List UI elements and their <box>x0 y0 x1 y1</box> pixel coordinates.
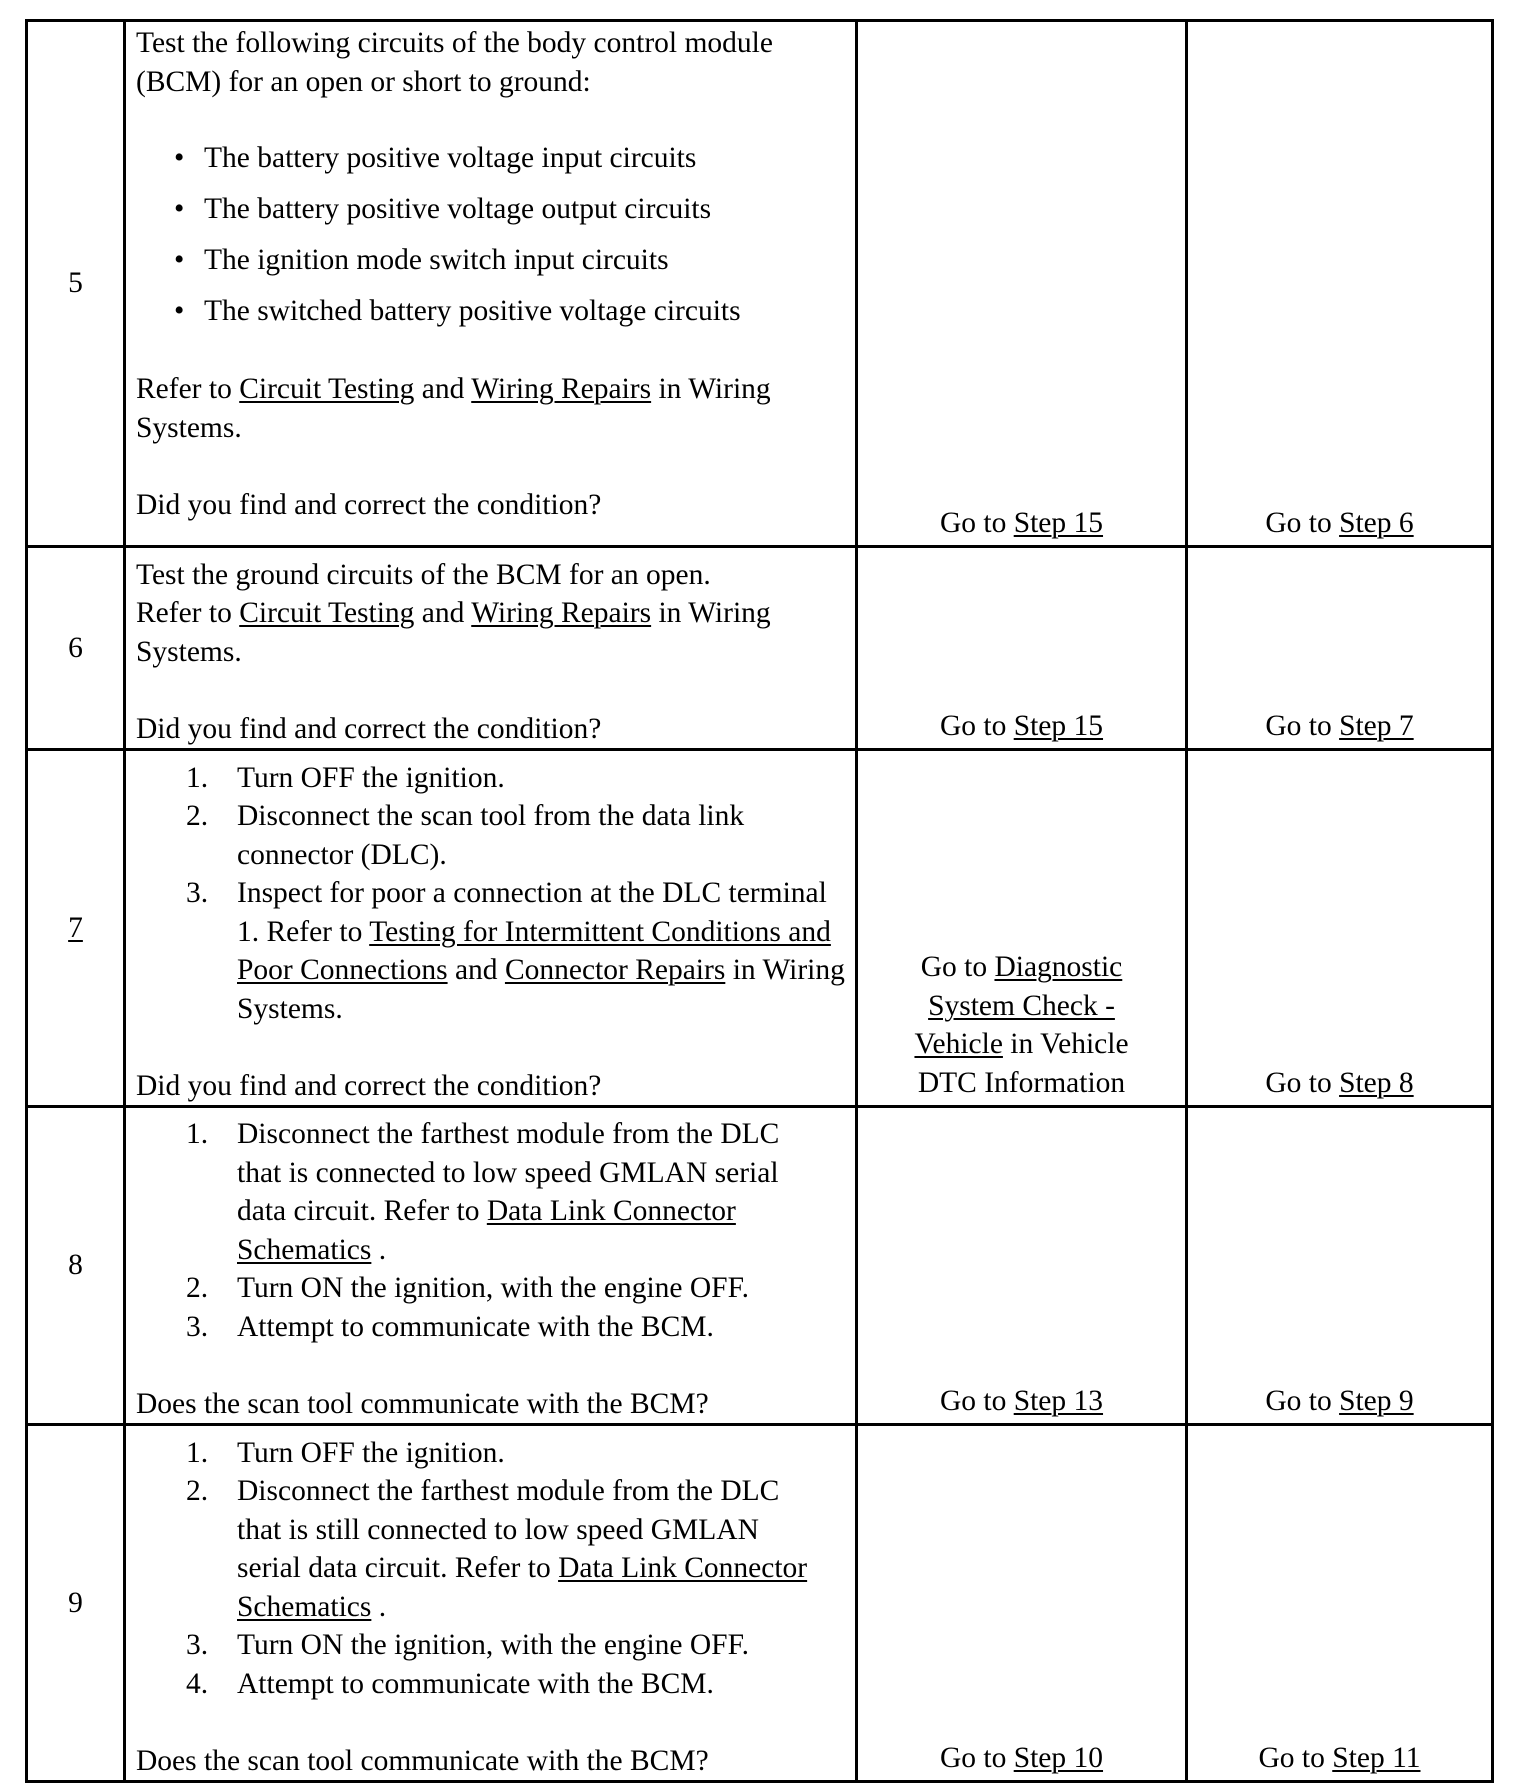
diagnostic-system-check-link[interactable]: Diagnostic System Check - Vehicle <box>914 951 1123 1060</box>
list-item: • The battery positive voltage input circuits <box>174 133 845 184</box>
step-number: 5 <box>27 21 125 547</box>
circuit-testing-link[interactable]: Circuit Testing <box>239 597 415 629</box>
table-row <box>27 1425 1493 1782</box>
list-item: 2. Turn ON the ignition, with the engine OFF. <box>186 1272 749 1304</box>
no-result: Go to Step 8 <box>1187 750 1493 1107</box>
yes-result: Go to Step 15 <box>857 21 1187 547</box>
step-number: 6 <box>27 547 125 750</box>
list-item: • The ignition mode switch input circuits <box>174 235 845 286</box>
step-link[interactable]: Step 11 <box>1332 1741 1421 1774</box>
no-result: Go to Step 11 <box>1187 1425 1493 1782</box>
step-number: 9 <box>27 1425 125 1782</box>
list-item: 1. Disconnect the farthest module from the DLC that is connected to low speed GMLAN serial data circuit. Refer to Data Link Connector Schematics . <box>186 1118 780 1266</box>
procedure-list <box>136 759 845 1029</box>
list-item: • The battery positive voltage output circuits <box>174 184 845 235</box>
list-item: 1. Turn OFF the ignition. <box>186 1436 505 1469</box>
step-link[interactable]: Step 15 <box>1013 506 1104 539</box>
wiring-repairs-link[interactable]: Wiring Repairs <box>471 597 652 629</box>
yes-result: Go to Step 13 <box>857 1107 1187 1425</box>
circuit-testing-link[interactable]: Circuit Testing <box>239 373 415 405</box>
step-question: Did you find and correct the condition? <box>136 488 602 521</box>
list-item: 4. Attempt to communicate with the BCM. <box>186 1667 714 1700</box>
step-link[interactable]: Step 10 <box>1013 1741 1104 1774</box>
list-item: 1. Turn OFF the ignition. <box>186 761 505 794</box>
procedure-list <box>136 1434 845 1704</box>
intermittent-conditions-link[interactable]: Testing for Intermittent Conditions and Poor Connections <box>237 915 831 986</box>
step-question: Did you find and correct the condition? <box>136 712 602 745</box>
step-number-link[interactable]: 7 <box>68 911 83 944</box>
dlc-schematics-link[interactable]: Data Link Connector Schematics <box>237 1195 736 1266</box>
table-row <box>27 750 1493 1107</box>
step-link[interactable]: Step 6 <box>1339 506 1414 539</box>
step-link[interactable]: Step 7 <box>1339 709 1414 742</box>
table-row <box>27 1107 1493 1425</box>
list-item: 3. Inspect for poor a connection at the DLC terminal 1. Refer to Testing for Intermittent Conditions and Poor Connections and Connector Repairs in Wiring Systems. <box>186 877 845 1025</box>
diagnostic-steps-table <box>25 19 1494 1783</box>
step-question: Does the scan tool communicate with the BCM? <box>136 1387 709 1420</box>
list-item: 2. Disconnect the farthest module from the DLC that is still connected to low speed GMLAN serial data circuit. Refer to Data Link Connector Schematics . <box>186 1475 808 1623</box>
dlc-schematics-link[interactable]: Data Link Connector Schematics <box>237 1552 808 1623</box>
wiring-repairs-link[interactable]: Wiring Repairs <box>471 373 652 405</box>
step-intro: Test the ground circuits of the BCM for an open. <box>136 558 711 591</box>
step-action <box>125 21 857 547</box>
yes-result: Go to Diagnostic System Check - Vehicle in Vehicle DTC Information <box>857 750 1187 1107</box>
step-question: Does the scan tool communicate with the BCM? <box>136 1744 709 1777</box>
reference-text: Refer to Circuit Testing and Wiring Repairs in Wiring Systems. <box>136 373 771 444</box>
list-item: 3. Turn ON the ignition, with the engine OFF. <box>186 1629 749 1661</box>
yes-result: Go to Step 10 <box>857 1425 1187 1782</box>
step-link[interactable]: Step 8 <box>1339 1066 1414 1099</box>
step-action <box>125 1107 857 1425</box>
diagnostic-steps-table-frame <box>25 19 1491 1783</box>
list-item: 3. Attempt to communicate with the BCM. <box>186 1310 714 1343</box>
step-intro: Test the following circuits of the body control module (BCM) for an open or short to ground: <box>136 27 773 98</box>
step-action <box>125 547 857 750</box>
step-link[interactable]: Step 15 <box>1013 709 1104 742</box>
step-question: Did you find and correct the condition? <box>136 1069 602 1102</box>
step-number <box>27 750 125 1107</box>
connector-repairs-link[interactable]: Connector Repairs <box>504 954 726 986</box>
step-link[interactable]: Step 9 <box>1339 1384 1414 1417</box>
reference-text: Refer to Circuit Testing and Wiring Repairs in Wiring Systems. <box>136 597 771 668</box>
no-result: Go to Step 6 <box>1187 21 1493 547</box>
no-result: Go to Step 7 <box>1187 547 1493 750</box>
list-item: 2. Disconnect the scan tool from the data link connector (DLC). <box>186 800 745 871</box>
step-number: 8 <box>27 1107 125 1425</box>
step-action <box>125 1425 857 1782</box>
step-link[interactable]: Step 13 <box>1013 1384 1104 1417</box>
step-action <box>125 750 857 1107</box>
table-row <box>27 21 1493 547</box>
table-row <box>27 547 1493 750</box>
list-item: • The switched battery positive voltage circuits <box>174 286 845 337</box>
no-result: Go to Step 9 <box>1187 1107 1493 1425</box>
yes-result: Go to Step 15 <box>857 547 1187 750</box>
circuit-list <box>136 133 845 337</box>
procedure-list <box>136 1115 845 1346</box>
